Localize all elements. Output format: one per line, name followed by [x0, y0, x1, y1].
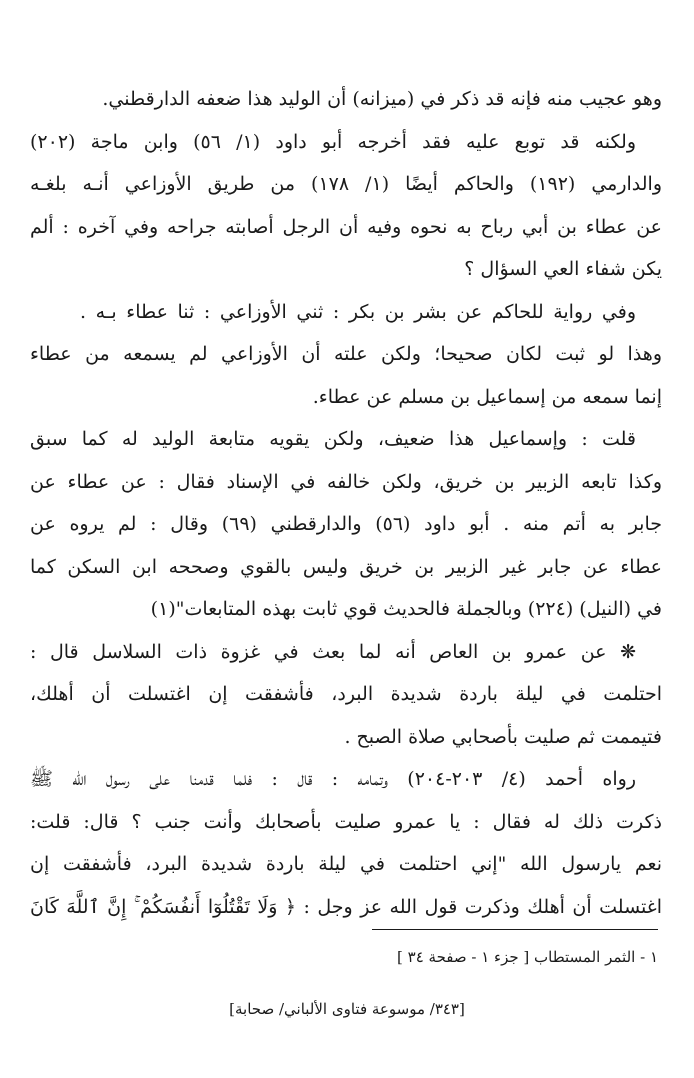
body-line: يكن شفاء العي السؤال ؟	[464, 258, 662, 280]
body-line: ذكرت ذلك له فقال : يا عمرو صليت بأصحابك وأنت جنب ؟ قال: قلت:	[30, 810, 662, 833]
body-line: وكذا تابعه الزبير بن خريق، ولكن خالفه في الإسناد فقال : عن عطاء عن	[30, 470, 662, 493]
body-line: وهذا لو ثبت لكان صحيحا؛ ولكن علته أن الأوزاعي لم يسمعه من عطاء	[30, 343, 662, 365]
body-line: اغتسلت أن أهلك وذكرت قول الله عز وجل : ﴿ وَلَا تَقْتُلُوٓا أَنفُسَكُمْ ۚ إِنَّ ٱللَّهَ كَانَ	[30, 895, 662, 918]
body-line: وفي رواية للحاكم عن بشر بن بكر : ثني الأوزاعي : ثنا عطاء بـه .	[80, 300, 636, 323]
body-line: إنما سمعه من إسماعيل بن مسلم عن عطاء.	[312, 385, 662, 408]
body-line: في (النيل) (٢٢٤) وبالجملة فالحديث قوي ثابت بهذه المتابعات"(١)	[150, 598, 662, 620]
body-line: فتيممت ثم صليت بأصحابي صلاة الصبح .	[344, 725, 662, 748]
body-line: نعم يارسول الله "إني احتلمت في ليلة باردة شديدة البرد، فأشفقت إن	[30, 853, 662, 875]
footnote: ١ - الثمر المستطاب [ جزء ١ - صفحة ٣٤ ]	[397, 948, 658, 966]
body-line: ❋ عن عمرو بن العاص أنه لما بعث في غزوة ذات السلاسل قال :	[30, 640, 636, 663]
body-line: قلت : وإسماعيل هذا ضعيف، ولكن يقويه متابعة الوليد له كما سبق	[30, 428, 636, 450]
body-line: رواه أحمد (٤/ ٢٠٣-٢٠٤) وتمامه : قال : فلما قدمنا على رسول الله ﷺ	[30, 768, 636, 790]
body-line: عطاء عن جابر غير الزبير بن خريق وليس بالقوي وصححه ابن السكن كما	[30, 555, 662, 578]
body-line: جابر به أتم منه . أبو داود (٥٦) والدارقطني (٦٩) وقال : لم يروه عن	[30, 513, 662, 535]
body-line: والدارمي (١٩٢) والحاكم أيضًا (١/ ١٧٨) من طريق الأوزاعي أنـه بلغـه	[30, 173, 662, 195]
body-line: احتلمت في ليلة باردة شديدة البرد، فأشفقت إن اغتسلت أن أهلك،	[30, 683, 662, 705]
footnote-divider	[372, 929, 658, 930]
body-text	[30, 78, 662, 928]
body-line: عن عطاء بن أبي رباح به نحوه وفيه أن الرجل أصابته جراحه وفي آخره : ألم	[30, 215, 662, 238]
page-footer: [٣٤٣/ موسوعة فتاوى الألباني/ صحابة]	[229, 1000, 465, 1018]
body-line: وهو عجيب منه فإنه قد ذكر في (ميزانه) أن الوليد هذا ضعفه الدارقطني.	[102, 88, 662, 110]
body-line: ولكنه قد توبع عليه فقد أخرجه أبو داود (١/ ٥٦) وابن ماجة (٢٠٢)	[30, 130, 636, 153]
